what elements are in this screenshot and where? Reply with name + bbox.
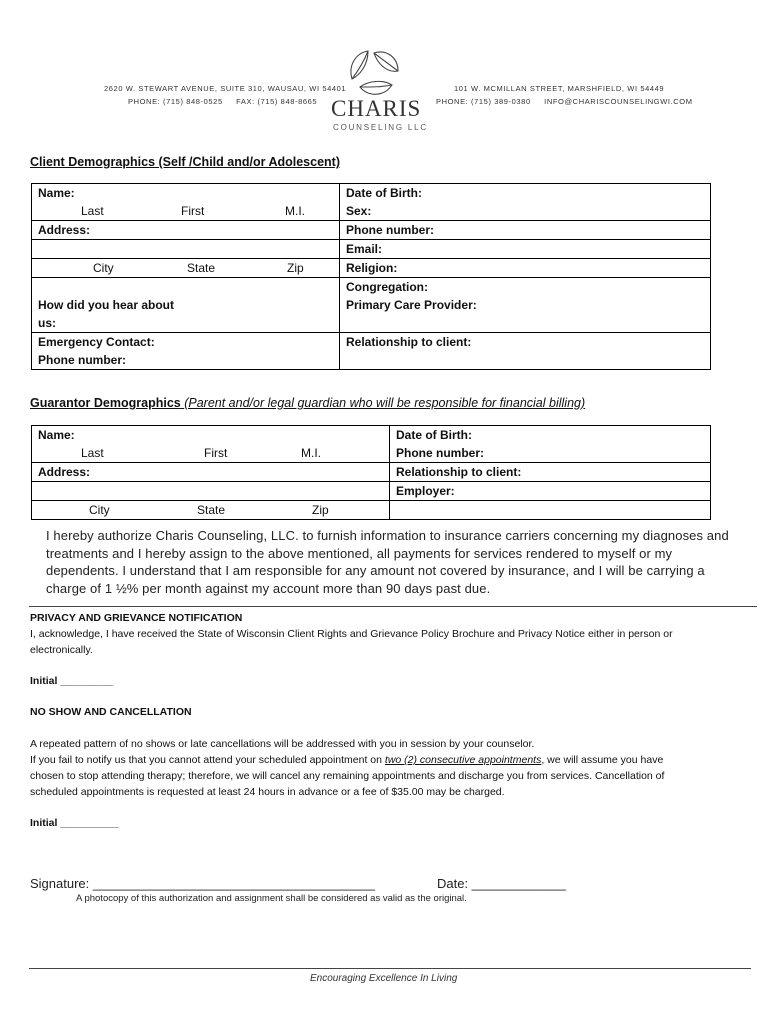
client-city-label: City	[93, 261, 114, 275]
client-last-label: Last	[81, 204, 104, 218]
client-mi-label: M.I.	[285, 204, 305, 218]
client-zip-label: Zip	[287, 261, 304, 275]
client-religion-label: Religion:	[340, 259, 711, 278]
guarantor-dob-label: Date of Birth:	[390, 426, 711, 445]
privacy-text-line-1: I, acknowledge, I have received the State of Wisconsin Client Rights and Grievance Policy Brochure and Privacy Notice either in person or	[30, 628, 673, 640]
client-emergency-label: Emergency Contact:	[32, 333, 340, 352]
authorization-line-4: charge of 1 ½% per month against my account more than 90 days past due.	[46, 580, 491, 596]
divider-line	[29, 606, 757, 607]
guarantor-employer-label: Employer:	[390, 482, 711, 501]
guarantor-mi-label: M.I.	[301, 446, 321, 460]
noshow-line-2	[30, 752, 664, 768]
client-address-label: Address:	[32, 221, 340, 240]
guarantor-first-label: First	[204, 446, 228, 460]
noshow-text	[30, 736, 664, 800]
footer-tagline: Encouraging Excellence In Living	[310, 973, 458, 984]
client-congregation-label: Congregation:	[340, 278, 711, 297]
guarantor-section-title	[30, 396, 585, 410]
guarantor-title: Guarantor Demographics	[30, 396, 181, 410]
noshow-line-3: chosen to stop attending therapy; therefore, we will cancel any remaining appointments and discharge you from services. Cancellation of	[30, 770, 665, 782]
right-address: 101 W. MCMILLAN STREET, MARSHFIELD, WI 54449	[454, 84, 665, 93]
logo-name: CHARIS	[331, 96, 422, 121]
authorization-line-1: I hereby authorize Charis Counseling, LLC. to furnish information to insurance carriers concerning my diagnoses and	[46, 528, 729, 543]
client-dob-label: Date of Birth:	[340, 184, 711, 203]
noshow-initial-field[interactable]: Initial __________	[30, 817, 119, 829]
client-emergency-phone-label: Phone number:	[32, 351, 340, 370]
client-name-label: Name:	[32, 184, 340, 203]
guarantor-city-label: City	[89, 503, 110, 517]
guarantor-zip-label: Zip	[312, 503, 329, 517]
client-first-label: First	[181, 204, 205, 218]
client-state-label: State	[187, 261, 216, 275]
right-contact: PHONE: (715) 389-0380 INFO@CHARISCOUNSELINGWI.COM	[436, 97, 693, 106]
guarantor-subtitle: (Parent and/or legal guardian who will be responsible for financial billing)	[184, 396, 586, 410]
privacy-title: PRIVACY AND GRIEVANCE NOTIFICATION	[30, 612, 243, 624]
authorization-line-3: dependents. I understand that I am responsible for any amount not covered by insurance, and I will be carrying a	[46, 563, 705, 578]
noshow-line-2c: , we will assume you have	[541, 754, 664, 766]
privacy-initial-field[interactable]: Initial _________	[30, 675, 113, 687]
left-address: 2620 W. STEWART AVENUE, SUITE 310, WAUSAU, WI 54401	[104, 84, 347, 93]
client-section-title: Client Demographics (Self /Child and/or Adolescent)	[30, 155, 340, 169]
logo-subtitle: COUNSELING LLC	[333, 123, 428, 132]
client-pcp-label: Primary Care Provider:	[340, 296, 711, 314]
privacy-text-line-2: electronically.	[30, 644, 93, 656]
noshow-emphasis: two (2) consecutive appointments	[384, 754, 542, 766]
guarantor-demographics-table	[31, 425, 711, 520]
left-contact: PHONE: (715) 848-0525 FAX: (715) 848-8665	[128, 97, 318, 106]
client-sex-label: Sex:	[340, 202, 711, 221]
footer-line	[29, 968, 751, 969]
privacy-text	[30, 626, 673, 658]
client-hear-label-cont: us:	[32, 314, 340, 333]
charis-leaf-logo-icon	[338, 47, 406, 99]
client-email-label: Email:	[340, 240, 711, 259]
authorization-paragraph	[46, 527, 729, 597]
noshow-line-2a: If you fail to notify us that you cannot attend your scheduled appointment on	[30, 754, 385, 766]
photocopy-note: A photocopy of this authorization and assignment shall be considered as valid as the original.	[76, 893, 467, 904]
client-phone-right-label: Phone number:	[340, 221, 711, 240]
guarantor-name-label: Name:	[32, 426, 390, 445]
date-field[interactable]: Date: _____________	[437, 876, 566, 891]
client-hear-label: How did you hear about	[32, 296, 340, 314]
guarantor-relationship-label: Relationship to client:	[390, 463, 711, 482]
client-demographics-table	[31, 183, 711, 370]
client-relationship-label: Relationship to client:	[340, 333, 711, 352]
signature-field[interactable]: Signature: _______________________________________	[30, 876, 375, 891]
guarantor-last-label: Last	[81, 446, 104, 460]
noshow-title: NO SHOW AND CANCELLATION	[30, 706, 192, 718]
guarantor-phone-label: Phone number:	[390, 444, 711, 463]
noshow-line-4: scheduled appointments is requested at least 24 hours in advance or a fee of $35.00 may be charged.	[30, 786, 505, 798]
guarantor-state-label: State	[197, 503, 226, 517]
guarantor-address-label: Address:	[32, 463, 390, 482]
noshow-line-1: A repeated pattern of no shows or late cancellations will be addressed with you in session by your counselor.	[30, 738, 535, 750]
authorization-line-2: treatments and I hereby assign to the above mentioned, all payments for services rendered to myself or my	[46, 545, 673, 561]
